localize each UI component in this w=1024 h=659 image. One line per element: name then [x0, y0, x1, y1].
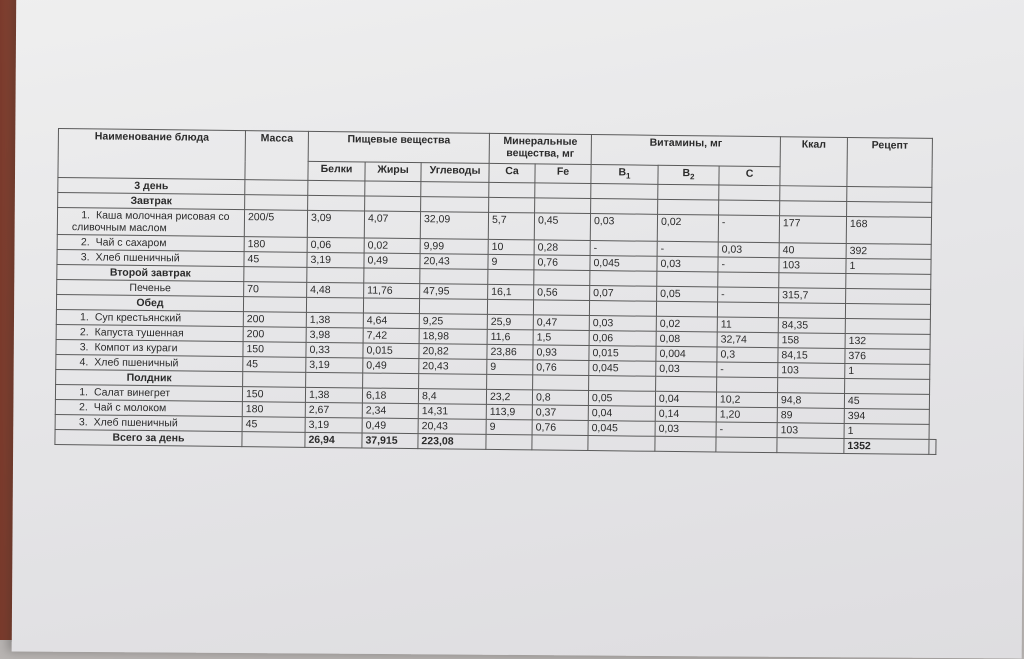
dish-number: 1.	[79, 386, 89, 399]
cell-b1: 0,03	[589, 316, 656, 332]
dish-number: 1.	[81, 209, 91, 222]
cell-carbs: 47,95	[420, 284, 488, 300]
cell-c: -	[718, 215, 779, 243]
cell-recipe: 1	[846, 259, 931, 275]
cell-fat: 0,49	[362, 418, 418, 434]
header-b2: $B_2$	[658, 165, 719, 185]
header-b1: $B_1$	[591, 165, 658, 185]
dish-number: 4.	[79, 356, 89, 369]
cell-fat: 4,07	[364, 211, 420, 239]
cell-fat: 6,18	[362, 388, 418, 404]
cell-kcal: 40	[779, 243, 846, 259]
cell-ca: 16,1	[488, 284, 534, 300]
day-label: 3 день	[58, 178, 245, 195]
cell-kcal: 103	[777, 423, 844, 439]
cell-c: 0,03	[718, 242, 779, 258]
nutrition-table	[54, 128, 940, 455]
total-carbs: 223,08	[418, 434, 486, 450]
cell-carbs: 18,98	[419, 329, 487, 345]
cell-fe: 0,8	[532, 390, 588, 406]
cell-recipe: 392	[846, 244, 931, 260]
cell-carbs: 9,99	[420, 239, 488, 255]
cell-fe: 0,76	[533, 360, 589, 376]
cell-b1: 0,045	[590, 256, 657, 272]
header-food: Пищевые вещества	[308, 131, 489, 163]
dish-name: Чай с сахаром	[95, 236, 167, 250]
cell-ca: 113,9	[486, 404, 532, 420]
cell-mass: 70	[244, 282, 307, 298]
header-c: C	[719, 166, 780, 186]
total-protein: 26,94	[305, 432, 362, 448]
cell-recipe: 376	[845, 349, 930, 365]
cell-protein: 3,19	[306, 357, 363, 373]
dish-number: 3.	[80, 251, 90, 264]
dish-name: Хлеб пшеничный	[94, 356, 179, 370]
cell-protein: 4,48	[307, 282, 364, 298]
cell-mass: 200/5	[244, 210, 307, 238]
cell-carbs: 9,25	[419, 314, 487, 330]
section-title: Полдник	[56, 370, 243, 387]
header-vitamins: Витамины, мг	[591, 135, 780, 167]
section-title: Обед	[56, 295, 243, 312]
cell-kcal: 84,15	[778, 348, 845, 364]
cell-fat: 11,76	[364, 283, 420, 299]
cell-protein: 3,19	[305, 417, 362, 433]
total-label: Всего за день	[55, 430, 242, 447]
cell-c: -	[718, 287, 779, 303]
header-carbs: Углеводы	[421, 163, 489, 183]
cell-c: 10,2	[716, 392, 777, 408]
cell-c: -	[717, 362, 778, 378]
section-title: Второй завтрак	[57, 265, 244, 282]
cell-mass: 200	[243, 327, 306, 343]
cell-fat: 7,42	[363, 328, 419, 344]
header-minerals: Минеральные вещества, мг	[489, 133, 591, 164]
cell-kcal: 89	[777, 408, 844, 424]
cell-c: 1,20	[716, 407, 777, 423]
cell-protein: 0,33	[306, 342, 363, 358]
cell-c: -	[718, 257, 779, 273]
cell-protein: 3,09	[307, 210, 364, 238]
cell-protein: 1,38	[305, 387, 362, 403]
cell-b2: -	[657, 241, 718, 257]
cell-mass: 45	[242, 417, 305, 433]
cell-fe: 0,28	[534, 240, 590, 256]
dish-number: 2.	[78, 401, 88, 414]
cell-fat: 0,02	[364, 238, 420, 254]
cell-protein: 3,19	[307, 252, 364, 268]
cell-ca: 5,7	[488, 212, 534, 240]
cell-mass: 150	[243, 342, 306, 358]
dish-number: 1.	[80, 311, 89, 324]
cell-ca: 11,6	[487, 329, 533, 345]
cell-ca: 9	[486, 419, 532, 435]
cell-fe: 0,47	[533, 315, 589, 331]
cell-b1: 0,06	[589, 331, 656, 347]
cell-b1: 0,04	[588, 406, 655, 422]
cell-c: 0,3	[717, 347, 778, 363]
cell-protein: 0,06	[307, 237, 364, 253]
header-mass: Масса	[245, 131, 309, 181]
cell-fe: 0,93	[533, 345, 589, 361]
header-ca: Ca	[489, 163, 535, 183]
cell-recipe: 394	[844, 409, 929, 425]
cell-b1: -	[590, 241, 657, 257]
cell-carbs: 20,43	[419, 359, 487, 375]
cell-mass: 45	[244, 252, 307, 268]
cell-carbs: 20,43	[420, 254, 488, 270]
cell-b2: 0,02	[656, 316, 717, 332]
cell-kcal: 158	[778, 333, 845, 349]
cell-b1: 0,015	[589, 346, 656, 362]
total-fat: 37,915	[362, 433, 418, 449]
cell-mass: 180	[242, 402, 305, 418]
cell-protein: 2,67	[305, 402, 362, 418]
cell-protein: 3,98	[306, 327, 363, 343]
cell-kcal: 103	[778, 363, 845, 379]
header-recipe: Рецепт	[847, 137, 933, 187]
cell-recipe: 1	[844, 424, 929, 440]
cell-recipe: 45	[844, 394, 929, 410]
dish-number: 3.	[79, 341, 89, 354]
cell-ca: 23,86	[487, 344, 533, 360]
cell-fat: 0,015	[363, 343, 419, 359]
cell-mass: 200	[243, 312, 306, 328]
cell-b2: 0,08	[656, 331, 717, 347]
cell-recipe	[845, 319, 930, 335]
section-title: Завтрак	[58, 193, 245, 210]
cell-b1: 0,07	[590, 286, 657, 302]
dish-name-cell	[57, 208, 244, 237]
dish-name: Капуста тушенная	[94, 326, 184, 340]
cell-c: 32,74	[717, 332, 778, 348]
cell-carbs: 8,4	[418, 389, 486, 405]
cell-b2: 0,14	[655, 406, 716, 422]
cell-fe: 0,56	[534, 285, 590, 301]
cell-fe: 0,76	[532, 420, 588, 436]
cell-b2: 0,02	[657, 214, 718, 242]
cell-recipe: 168	[846, 217, 931, 245]
cell-recipe: 132	[845, 334, 930, 350]
cell-fat: 0,49	[364, 253, 420, 269]
cell-kcal: 315,7	[779, 288, 846, 304]
dish-number: 3.	[78, 416, 88, 429]
dish-name: Хлеб пшеничный	[95, 251, 180, 265]
cell-b1: 0,045	[589, 361, 656, 377]
cell-carbs: 14,31	[418, 404, 486, 420]
cell-recipe: 1	[845, 364, 930, 380]
cell-kcal: 84,35	[778, 318, 845, 334]
cell-mass: 150	[242, 387, 305, 403]
total-kcal: 1352	[844, 439, 929, 455]
cell-fe: 0,37	[532, 405, 588, 421]
dish-name: Каша молочная рисовая со сливочным маслом	[71, 209, 230, 235]
cell-kcal: 94,8	[777, 393, 844, 409]
cell-ca: 25,9	[487, 314, 533, 330]
dish-name: Печенье	[129, 281, 171, 295]
cell-ca: 10	[488, 239, 534, 255]
cell-fat: 4,64	[363, 313, 419, 329]
header-fat: Жиры	[365, 162, 421, 182]
dish-name: Чай с молоком	[93, 401, 167, 415]
header-protein: Белки	[308, 161, 365, 181]
cell-mass: 45	[243, 357, 306, 373]
cell-fat: 2,34	[362, 403, 418, 419]
cell-b2: 0,03	[655, 421, 716, 437]
cell-carbs: 32,09	[420, 212, 488, 240]
dish-name: Суп крестьянский	[94, 311, 182, 325]
cell-ca: 9	[488, 254, 534, 270]
cell-ca: 23,2	[486, 389, 532, 405]
cell-b1: 0,03	[590, 214, 657, 242]
cell-protein: 1,38	[306, 312, 363, 328]
cell-carbs: 20,43	[418, 419, 486, 435]
cell-b2: 0,05	[657, 286, 718, 302]
nutrition-table-wrap	[54, 128, 940, 455]
cell-b2: 0,03	[656, 361, 717, 377]
cell-fe: 0,45	[534, 213, 590, 241]
dish-name: Хлеб пшеничный	[93, 416, 178, 430]
cell-b1: 0,05	[588, 391, 655, 407]
cell-b2: 0,03	[657, 256, 718, 272]
header-kcal: Ккал	[780, 137, 848, 187]
cell-mass: 180	[244, 237, 307, 253]
cell-fe: 1,5	[533, 330, 589, 346]
dish-number: 2.	[80, 236, 90, 249]
cell-fat: 0,49	[363, 358, 419, 374]
cell-fe: 0,76	[534, 255, 590, 271]
dish-name: Салат винегрет	[93, 386, 171, 400]
header-fe: Fe	[535, 164, 591, 184]
header-name: Наименование блюда	[58, 129, 246, 180]
cell-kcal: 103	[779, 258, 846, 274]
cell-carbs: 20,82	[419, 344, 487, 360]
cell-ca: 9	[487, 359, 533, 375]
cell-b2: 0,04	[655, 391, 716, 407]
cell-kcal: 177	[779, 216, 846, 244]
cell-b1: 0,045	[588, 421, 655, 437]
cell-c: 11	[717, 317, 778, 333]
dish-name: Компот из кураги	[94, 341, 178, 355]
dish-number: 2.	[79, 326, 89, 339]
cell-b2: 0,004	[656, 346, 717, 362]
cell-recipe	[846, 289, 931, 305]
cell-c: -	[716, 422, 777, 438]
